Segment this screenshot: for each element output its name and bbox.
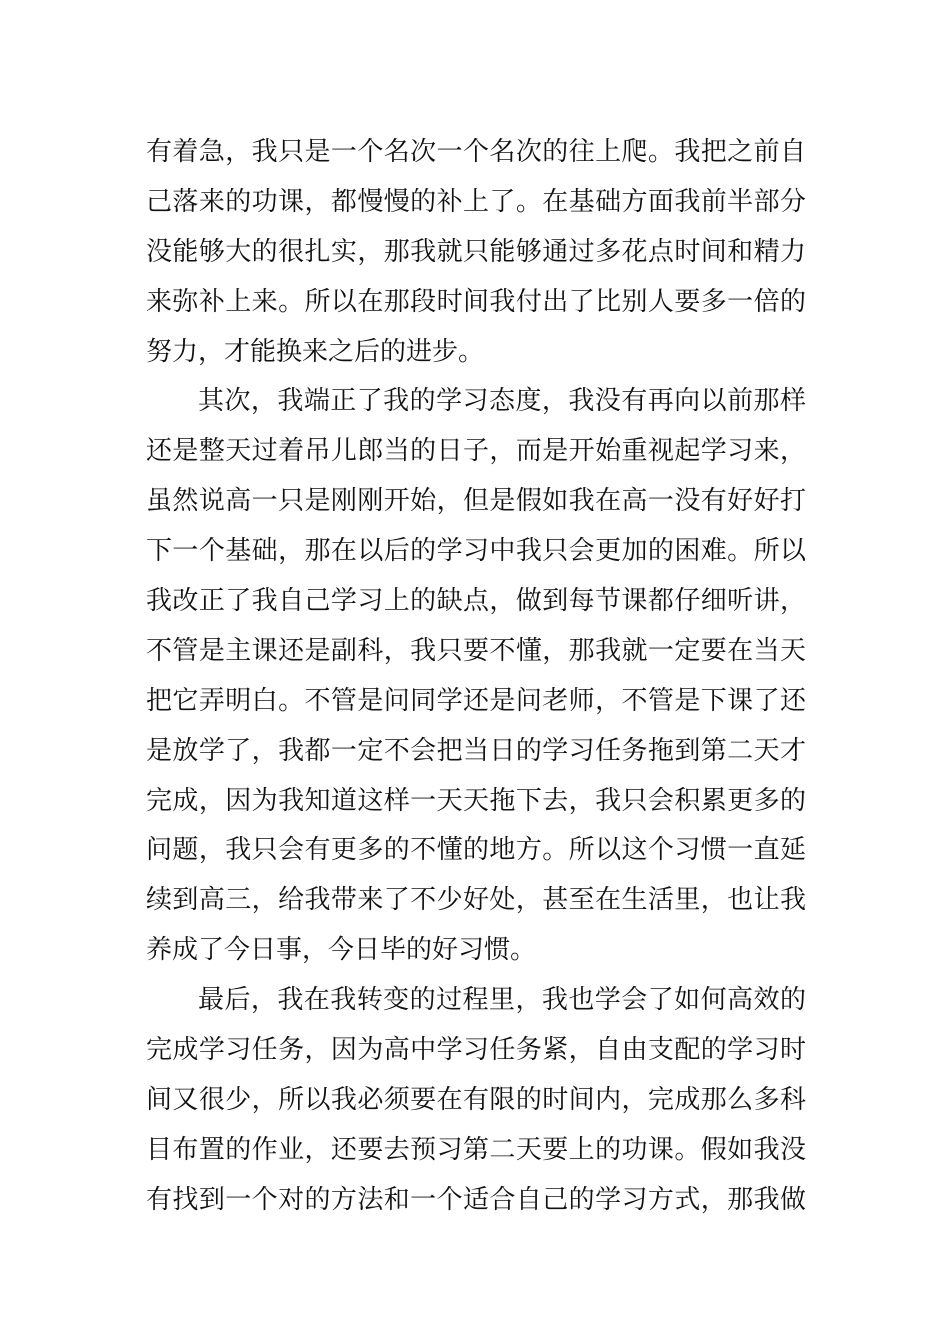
text-line: 完成学习任务，因为高中学习任务紧，自由支配的学习时 [146,1035,806,1066]
text-line: 续到高三，给我带来了不少好处，甚至在生活里，也让我 [146,885,806,916]
text-line: 最后，我在我转变的过程里，我也学会了如何高效的 [198,985,806,1016]
text-line: 把它弄明白。不管是问同学还是问老师，不管是下课了还 [146,685,806,716]
text-line: 我改正了我自己学习上的缺点，做到每节课都仔细听讲， [146,586,806,617]
text-line: 间又很少，所以我必须要在有限的时间内，完成那么多科 [146,1084,806,1115]
text-line: 养成了今日事，今日毕的好习惯。 [146,935,537,966]
text-line: 努力，才能换来之后的进步。 [146,336,485,367]
text-line: 来弥补上来。所以在那段时间我付出了比别人要多一倍的 [146,286,806,317]
text-line: 有着急，我只是一个名次一个名次的往上爬。我把之前自 [146,137,806,167]
text-line: 下一个基础，那在以后的学习中我只会更加的困难。所以 [146,536,806,567]
text-line: 完成，因为我知道这样一天天拖下去，我只会积累更多的 [146,785,806,816]
text-line: 还是整天过着吊儿郎当的日子，而是开始重视起学习来， [146,436,806,467]
text-line: 有找到一个对的方法和一个适合自己的学习方式，那我做 [146,1184,806,1215]
text-line: 不管是主课还是副科，我只要不懂，那我就一定要在当天 [146,635,806,666]
body-text [146,128,806,1226]
text-line: 没能够大的很扎实，那我就只能够通过多花点时间和精力 [146,236,806,267]
text-line: 其次，我端正了我的学习态度，我没有再向以前那样 [198,386,806,417]
text-line: 目布置的作业，还要去预习第二天要上的功课。假如我没 [146,1134,806,1165]
text-line: 问题，我只会有更多的不懂的地方。所以这个习惯一直延 [146,835,806,866]
text-line: 是放学了，我都一定不会把当日的学习任务拖到第二天才 [146,735,806,766]
text-line: 己落来的功课，都慢慢的补上了。在基础方面我前半部分 [146,186,806,217]
text-line: 虽然说高一只是刚刚开始，但是假如我在高一没有好好打 [146,486,806,517]
